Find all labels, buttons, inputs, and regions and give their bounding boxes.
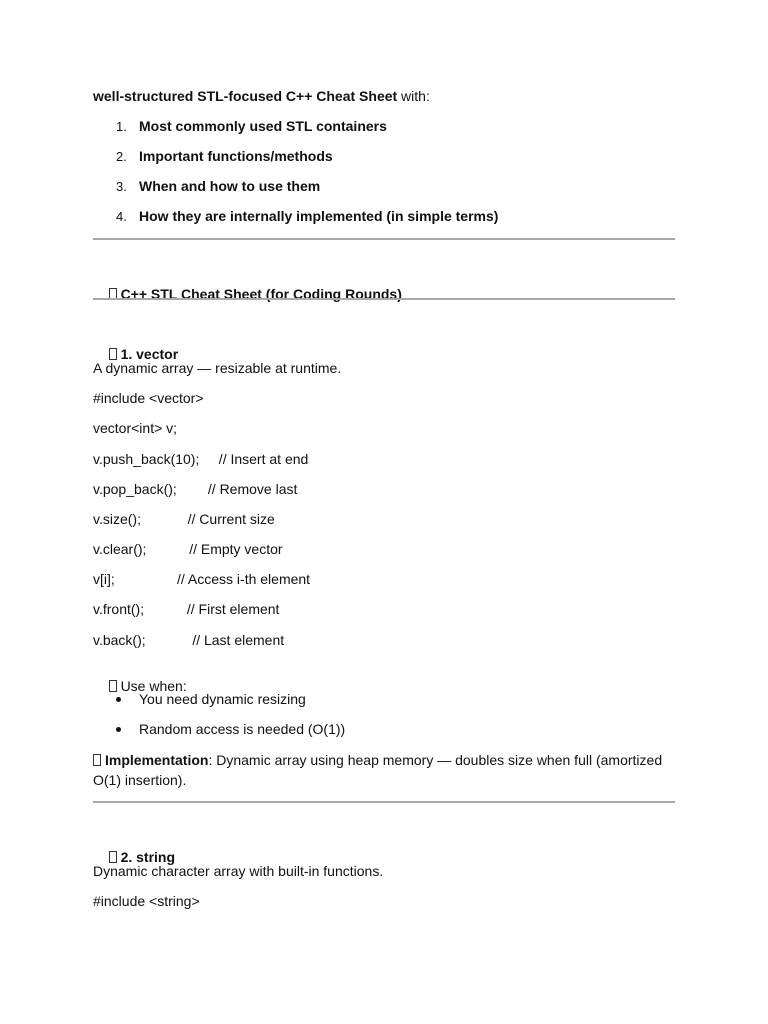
divider xyxy=(93,238,675,240)
code-line: #include <string> xyxy=(93,893,200,909)
use-when-label: Use when: xyxy=(93,661,187,712)
list-item: Random access is needed (O(1)) xyxy=(93,721,345,751)
code-line: v.push_back(10); // Insert at end xyxy=(93,451,309,467)
code-line: v[i]; // Access i-th element xyxy=(93,571,311,587)
list-item: 3. When and how to use them xyxy=(116,178,321,194)
points-list xyxy=(93,118,498,238)
code-line: v.clear(); // Empty vector xyxy=(93,541,283,557)
list-item: 2. Important functions/methods xyxy=(116,148,333,164)
list-item: 1. Most commonly used STL containers xyxy=(116,118,387,134)
code-line: #include <vector> xyxy=(93,390,204,406)
bullet-icon xyxy=(116,727,121,732)
list-item: 4. How they are internally implemented (in simple terms) xyxy=(116,208,499,224)
vector-description: A dynamic array — resizable at runtime. xyxy=(93,360,342,376)
code-line: v.size(); // Current size xyxy=(93,511,275,527)
main-title: C++ STL Cheat Sheet (for Coding Rounds) xyxy=(93,269,402,320)
divider xyxy=(93,801,675,803)
emoji-placeholder-icon xyxy=(109,348,117,360)
vector-implementation: Implementation: Dynamic array using heap memory — doubles size when full (amortized O(1) insertion). xyxy=(93,752,663,788)
use-when-list xyxy=(93,691,345,751)
list-item: You need dynamic resizing xyxy=(93,691,345,721)
divider xyxy=(93,298,675,300)
emoji-placeholder-icon xyxy=(109,851,117,863)
code-line: v.back(); // Last element xyxy=(93,632,285,648)
intro-bold: well-structured STL-focused C++ Cheat Sheet xyxy=(93,88,398,104)
vector-heading: 1. vector xyxy=(93,329,178,380)
intro-line xyxy=(93,88,430,104)
string-heading: 2. string xyxy=(93,832,175,883)
intro-rest: with: xyxy=(397,88,430,104)
bullet-icon xyxy=(116,697,121,702)
code-line: v.pop_back(); // Remove last xyxy=(93,481,298,497)
code-line: v.front(); // First element xyxy=(93,601,280,617)
code-line: vector<int> v; xyxy=(93,420,178,436)
string-description: Dynamic character array with built-in functions. xyxy=(93,863,384,879)
emoji-placeholder-icon xyxy=(93,754,101,766)
